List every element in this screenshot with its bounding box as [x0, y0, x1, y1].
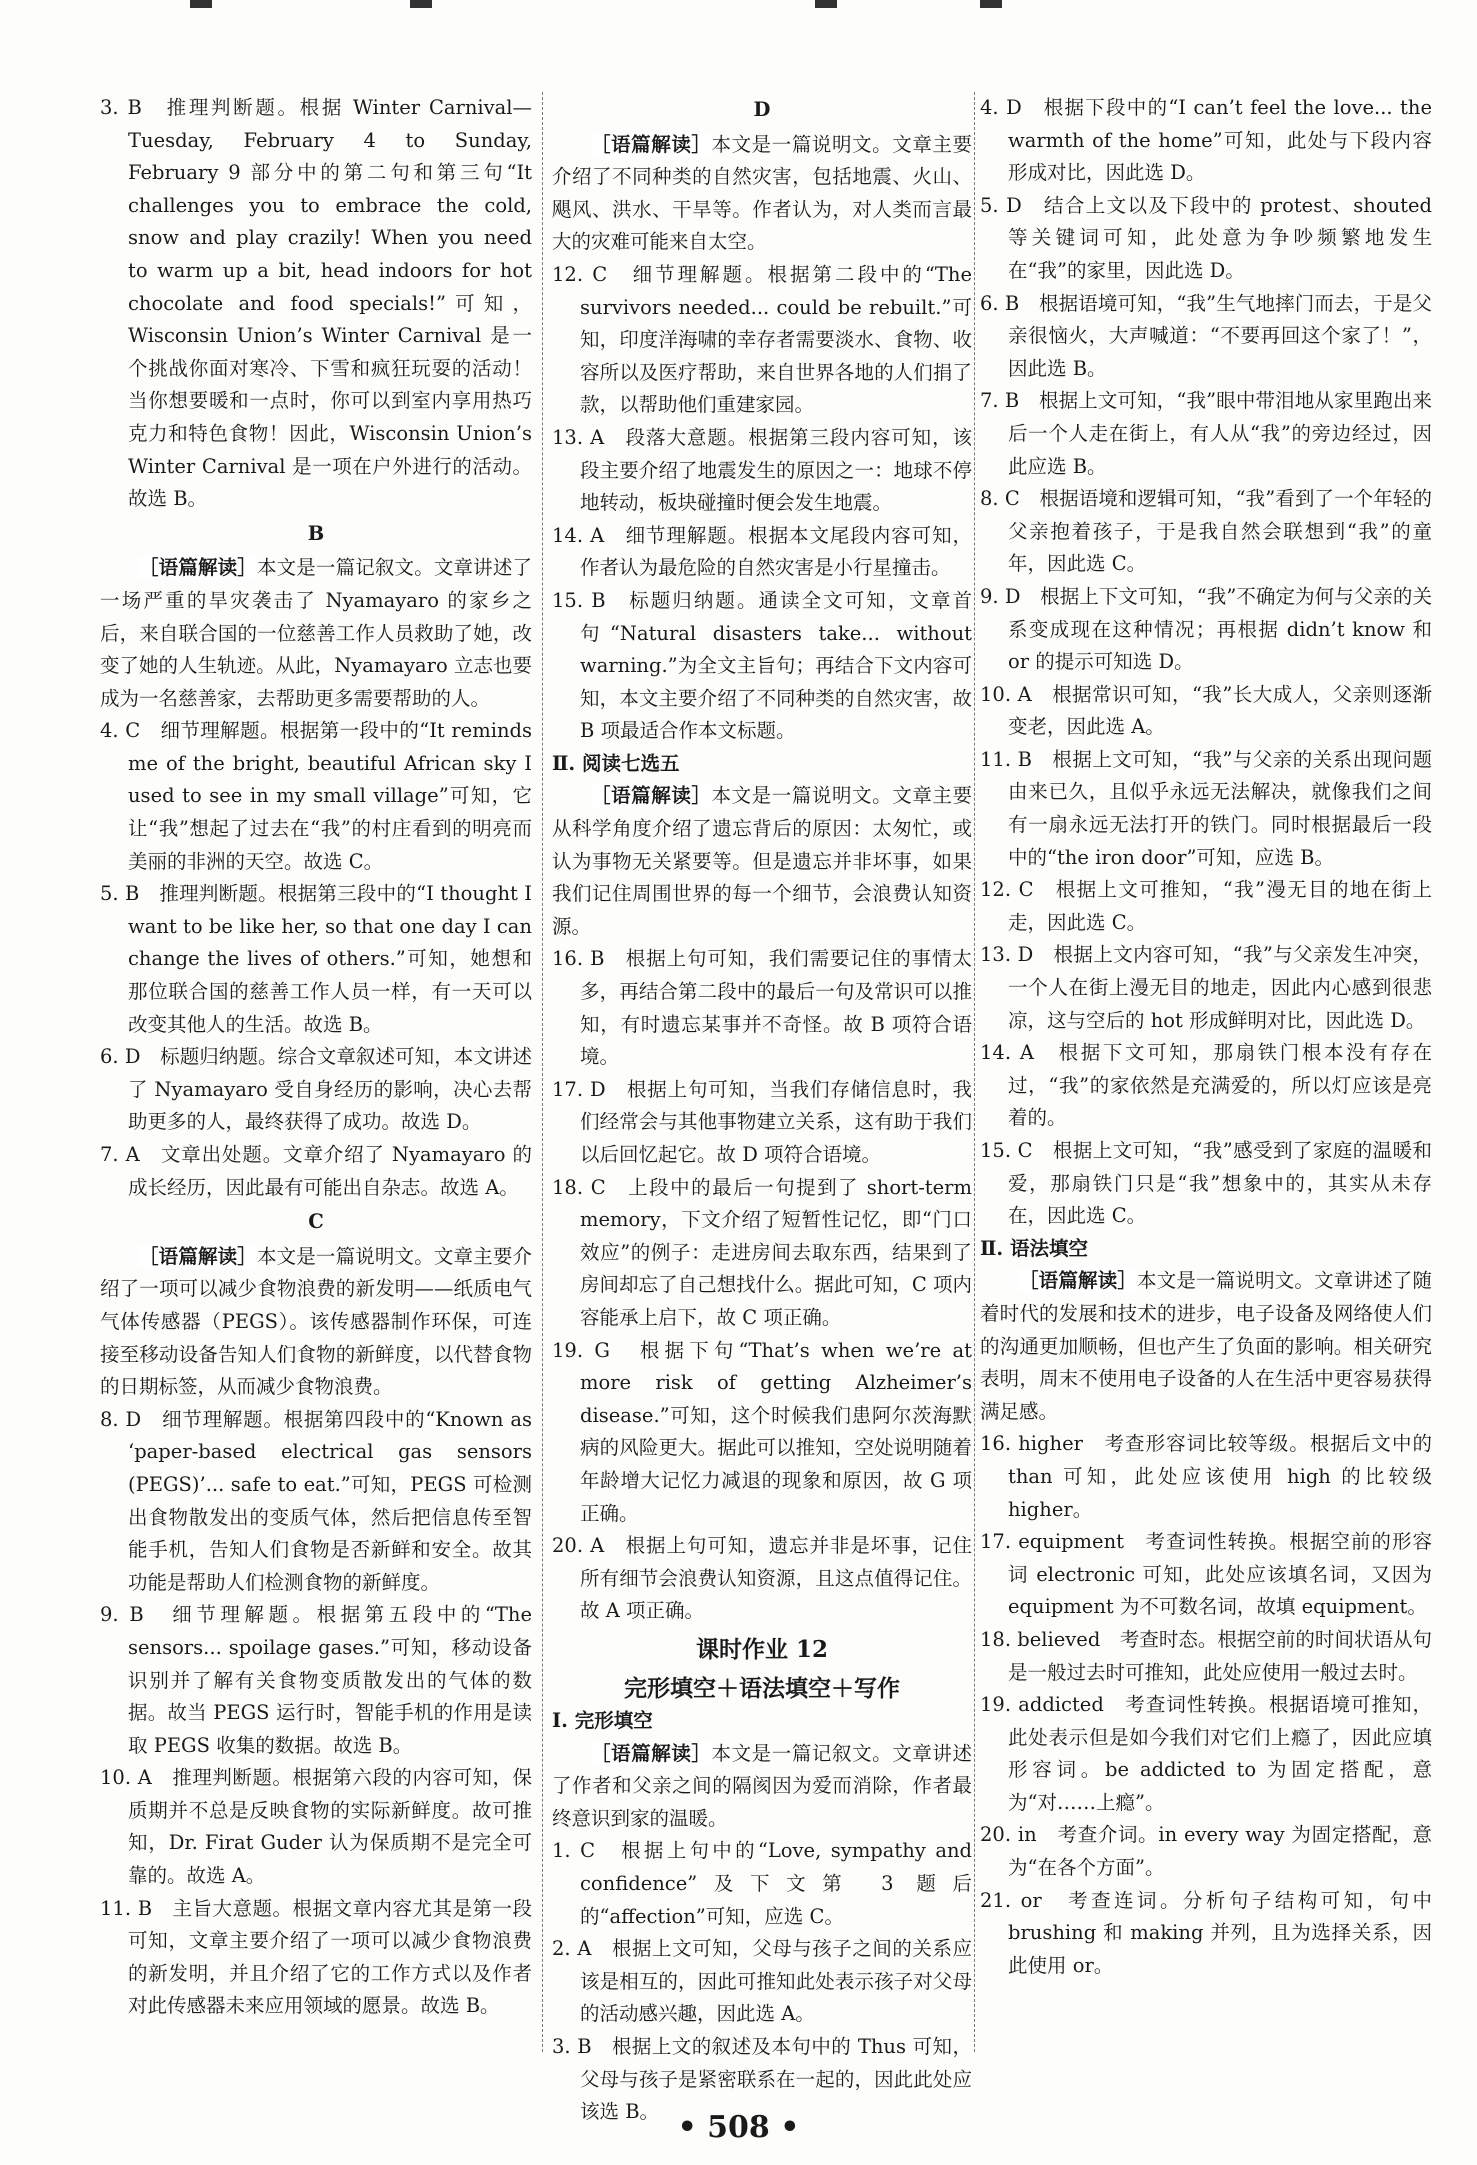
- passage-d-text: 本文是一篇说明文。文章主要介绍了不同种类的自然灾害，包括地震、火山、飓风、洪水、干旱等。作者认为，对人类而言最大的灾难可能来自太空。: [552, 132, 972, 254]
- answer-19: 19. G 根据下句“That’s when we’re at more risk of getting Alzheimer’s disease.”可知，这个时候我们患阿尔茨海默病的风险更大。据此可以推知，空处说明随着年龄增大记忆力减退的现象和原因，故 G 项正确。: [552, 1338, 972, 1525]
- top-scan-mark: [815, 0, 837, 8]
- answer-15: 15. B 标题归纳题。通读全文可知，文章首句“Natural disasters take... without warning.”为全文主旨句；再结合下文内容可知，本文主要介绍了不同种类的自然灾害，故 B 项最适合作本文标题。: [552, 588, 972, 743]
- cloze-answer-3: 3. B 根据上文的叙述及本句中的 Thus 可知，父母与孩子是紧密联系在一起的，因此此处应该选 B。: [552, 2035, 972, 2124]
- cloze-answer-7: 7. B 根据上文可知，“我”眼中带泪地从家里跑出来后一个人走在街上，有人从“我”的旁边经过，因此应选 B。: [980, 389, 1432, 478]
- cloze-answer-1: 1. C 根据上句中的“Love, sympathy and confidence”及下文第 3 题后的“affection”可知，应选 C。: [552, 1839, 972, 1928]
- section-c-title: C: [308, 1210, 324, 1234]
- answer-3: 3. B 推理判断题。根据 Winter Carnival—Tuesday, February 4 to Sunday, February 9 部分中的第二句和第三句“It challenges you to embrace the cold, snow and play crazily! When you need to warm up a bit, head indoors for hot chocolate and food specials!”可知，Wisconsin Union’s Winter Carnival 是一个挑战你面对寒冷、下雪和疯狂玩耍的活动！当你想要暖和一点时，你可以到室内享用热巧克力和特色食物！因此，Wisconsin Union’s Winter Carnival 是一项在户外进行的活动。故选 B。: [100, 96, 532, 511]
- answer-17: 17. D 根据上句可知，当我们存储信息时，我们经常会与其他事物建立关系，这有助于我们以后回忆起它。故 D 项符合语境。: [552, 1077, 972, 1166]
- section-grammar-fill: Ⅱ. 语法填空: [980, 1236, 1089, 1260]
- cloze-answer-13: 13. D 根据上文内容可知，“我”与父亲发生冲突，一个人在街上漫无目的地走，因此内心感到很悲凉，这与空后的 hot 形成鲜明对比，因此选 D。: [980, 943, 1432, 1032]
- answer-8: 8. D 细节理解题。根据第四段中的“Known as ‘paper-based electrical gas sensors (PEGS)’... safe to eat.”可知，PEGS 可检测出食物散发出的变质气体，然后把信息传至智能手机，告知人们食物是否新鲜和安全。故其功能是帮助人们检测食物的新鲜度。: [100, 1407, 532, 1594]
- passage-d-summary: [552, 129, 972, 259]
- answer-6: 6. D 标题归纳题。综合文章叙述可知，本文讲述了 Nyamayaro 受自身经历的影响，决心去帮助更多的人，最终获得了成功。故选 D。: [100, 1045, 532, 1134]
- answer-7: 7. A 文章出处题。文章介绍了 Nyamayaro 的成长经历，因此最有可能出自杂志。故选 A。: [100, 1143, 532, 1199]
- cloze-answer-6: 6. B 根据语境可知，“我”生气地摔门而去，于是父亲很恼火，大声喊道：“不要再回这个家了！”，因此选 B。: [980, 291, 1432, 380]
- answer-10: 10. A 推理判断题。根据第六段的内容可知，保质期并不总是反映食物的实际新鲜度。故可推知，Dr. Firat Guder 认为保质期不是完全可靠的。故选 A。: [100, 1766, 532, 1888]
- passage-cloze-summary: [552, 1738, 972, 1836]
- section-cloze: Ⅰ. 完形填空: [552, 1709, 653, 1733]
- cloze-answer-10: 10. A 根据常识可知，“我”长大成人，父亲则逐渐变老，因此选 A。: [980, 682, 1432, 739]
- passage-analysis-label: ［语篇解读］: [591, 1741, 712, 1765]
- homework-subtitle: 完形填空＋语法填空＋写作: [624, 1674, 900, 1702]
- answer-12: 12. C 细节理解题。根据第二段中的“The survivors needed... could be rebuilt.”可知，印度洋海啸的幸存者需要淡水、食物、收容所以及医疗帮助，来自世界各地的人们捐了款，以帮助他们重建家园。: [552, 262, 972, 417]
- passage-b-summary: [100, 552, 532, 715]
- answer-18: 18. C 上段中的最后一句提到了 short-term memory，下文介绍了短暂性记忆，即“门口效应”的例子：走进房间去取东西，结果到了房间却忘了自己想找什么。据此可知，C 项内容能承上启下，故 C 项正确。: [552, 1175, 972, 1329]
- passage-b-text: 本文是一篇记叙文。文章讲述了一场严重的旱灾袭击了 Nyamayaro 的家乡之后，来自联合国的一位慈善工作人员救助了她，改变了她的人生轨迹。从此，Nyamayaro 立志也要成为一名慈善家，去帮助更多需要帮助的人。: [100, 556, 532, 710]
- top-scan-mark: [980, 0, 1002, 8]
- passage-c-summary: [100, 1241, 532, 1404]
- column-right: [980, 92, 1432, 1982]
- answer-9: 9. B 细节理解题。根据第五段中的“The sensors... spoilage gases.”可知，移动设备识别并了解有关食物变质散发出的气体的数据。故当 PEGS 运行时，智能手机的作用是读取 PEGS 收集的数据。故选 B。: [100, 1603, 532, 1757]
- answer-5: 5. B 推理判断题。根据第三段中的“I thought I want to be like her, so that one day I can change the lives of others.”可知，她想和那位联合国的慈善工作人员一样，有一天可以改变其他人的生活。故选 B。: [100, 882, 532, 1036]
- column-separator: [974, 92, 975, 2052]
- page-number: • 508 •: [677, 2110, 800, 2145]
- passage-seven-text: 本文是一篇说明文。文章主要从科学角度介绍了遗忘背后的原因：太匆忙，或认为事物无关紧要等。但是遗忘并非坏事，如果我们记住周围世界的每一个细节，会浪费认知资源。: [552, 784, 972, 938]
- homework-title: 课时作业 12: [695, 1635, 828, 1663]
- answer-11: 11. B 主旨大意题。根据文章内容尤其是第一段可知，文章主要介绍了一项可以减少食物浪费的新发明，并且介绍了它的工作方式以及作者对此传感器未来应用领域的愿景。故选 B。: [100, 1896, 532, 2018]
- passage-analysis-label: ［语篇解读］: [139, 556, 257, 580]
- cloze-answer-15: 15. C 根据上文可知，“我”感受到了家庭的温暖和爱，那扇铁门只是“我”想象中的，其实从未存在，因此选 C。: [980, 1139, 1432, 1228]
- passage-analysis-label: ［语篇解读］: [139, 1244, 257, 1268]
- passage-grammar-text: 本文是一篇说明文。文章讲述了随着时代的发展和技术的进步，电子设备及网络使人们的沟通更加顺畅，但也产生了负面的影响。相关研究表明，周末不使用电子设备的人在生活中更容易获得满足感。: [980, 1269, 1432, 1423]
- cloze-answer-5: 5. D 结合上文以及下段中的 protest、shouted 等关键词可知，此处意为争吵频繁地发生在“我”的家里，因此选 D。: [980, 193, 1432, 282]
- grammar-answer-18: 18. believed 考查时态。根据空前的时间状语从句是一般过去时可推知，此处应使用一般过去时。: [980, 1627, 1432, 1684]
- cloze-answer-8: 8. C 根据语境和逻辑可知，“我”看到了一个年轻的父亲抱着孩子，于是我自然会联想到“我”的童年，因此选 C。: [980, 487, 1432, 576]
- answer-16: 16. B 根据上句可知，我们需要记住的事情太多，再结合第二段中的最后一句及常识可以推知，有时遗忘某事并不奇怪。故 B 项符合语境。: [552, 947, 972, 1069]
- cloze-answer-11: 11. B 根据上文可知，“我”与父亲的关系出现问题由来已久，且似乎永远无法解决，就像我们之间有一扇永远无法打开的铁门。同时根据最后一段中的“the iron door”可知，应选 B。: [980, 747, 1432, 869]
- grammar-answer-21: 21. or 考查连词。分析句子结构可知，句中 brushing 和 making 并列，且为选择关系，因此使用 or。: [980, 1888, 1432, 1977]
- cloze-answer-4: 4. D 根据下段中的“I can’t feel the love... the warmth of the home”可知，此处与下段内容形成对比，因此选 D。: [980, 96, 1432, 185]
- passage-grammar-summary: [980, 1265, 1432, 1428]
- passage-cloze-text: 本文是一篇记叙文。文章讲述了作者和父亲之间的隔阂因为爱而消除，作者最终意识到家的温暖。: [552, 1741, 972, 1830]
- passage-analysis-label: ［语篇解读］: [1019, 1269, 1138, 1293]
- top-scan-mark: [410, 0, 432, 8]
- answer-4: 4. C 细节理解题。根据第一段中的“It reminds me of the bright, beautiful African sky I used to see in my small village”可知，它让“我”想起了过去在“我”的村庄看到的明亮而美丽的非洲的天空。故选 C。: [100, 719, 532, 873]
- column-separator: [542, 92, 543, 2052]
- cloze-answer-12: 12. C 根据上文可推知，“我”漫无目的地在街上走，因此选 C。: [980, 878, 1432, 934]
- column-middle: [552, 92, 972, 2129]
- passage-c-text: 本文是一篇说明文。文章主要介绍了一项可以减少食物浪费的新发明——纸质电气气体传感器（PEGS）。该传感器制作环保，可连接至移动设备告知人们食物的新鲜度，以代替食物的日期标签，从而减少食物浪费。: [100, 1244, 532, 1399]
- grammar-answer-19: 19. addicted 考查词性转换。根据语境可推知，此处表示但是如今我们对它们上瘾了，因此应填形容词。be addicted to 为固定搭配，意为“对……上瘾”。: [980, 1693, 1432, 1814]
- cloze-answer-9: 9. D 根据上下文可知，“我”不确定为何与父亲的关系变成现在这种情况；再根据 didn’t know 和 or 的提示可知选 D。: [980, 584, 1432, 674]
- grammar-answer-16: 16. higher 考查形容词比较等级。根据后文中的 than 可知，此处应该使用 high 的比较级 higher。: [980, 1432, 1432, 1521]
- cloze-answer-14: 14. A 根据下文可知，那扇铁门根本没有存在过，“我”的家依然是充满爱的，所以灯应该是亮着的。: [980, 1041, 1432, 1130]
- grammar-answer-17: 17. equipment 考查词性转换。根据空前的形容词 electronic 可知，此处应该填名词，又因为 equipment 为不可数名词，故填 equipment。: [980, 1530, 1432, 1619]
- cloze-answer-2: 2. A 根据上文可知，父母与孩子之间的关系应该是相互的，因此可推知此处表示孩子对父母的活动感兴趣，因此选 A。: [552, 1937, 972, 2026]
- section-b-title: B: [307, 521, 325, 545]
- passage-seven-summary: [552, 780, 972, 943]
- column-left: [100, 92, 532, 2023]
- answer-20: 20. A 根据上句可知，遗忘并非是坏事，记住所有细节会浪费认知资源，且这点值得记住。故 A 项正确。: [552, 1534, 972, 1623]
- top-scan-mark: [190, 0, 212, 8]
- passage-analysis-label: ［语篇解读］: [591, 784, 712, 808]
- section-seven-choose-five: Ⅱ. 阅读七选五: [552, 751, 680, 775]
- answer-14: 14. A 细节理解题。根据本文尾段内容可知，作者认为最危险的自然灾害是小行星撞击。: [552, 523, 972, 580]
- answer-13: 13. A 段落大意题。根据第三段内容可知，该段主要介绍了地震发生的原因之一：地球不停地转动，板块碰撞时便会发生地震。: [552, 425, 972, 515]
- passage-analysis-label: ［语篇解读］: [591, 132, 712, 156]
- grammar-answer-20: 20. in 考查介词。in every way 为固定搭配，意为“在各个方面”。: [980, 1823, 1432, 1880]
- section-d-title: D: [753, 98, 771, 121]
